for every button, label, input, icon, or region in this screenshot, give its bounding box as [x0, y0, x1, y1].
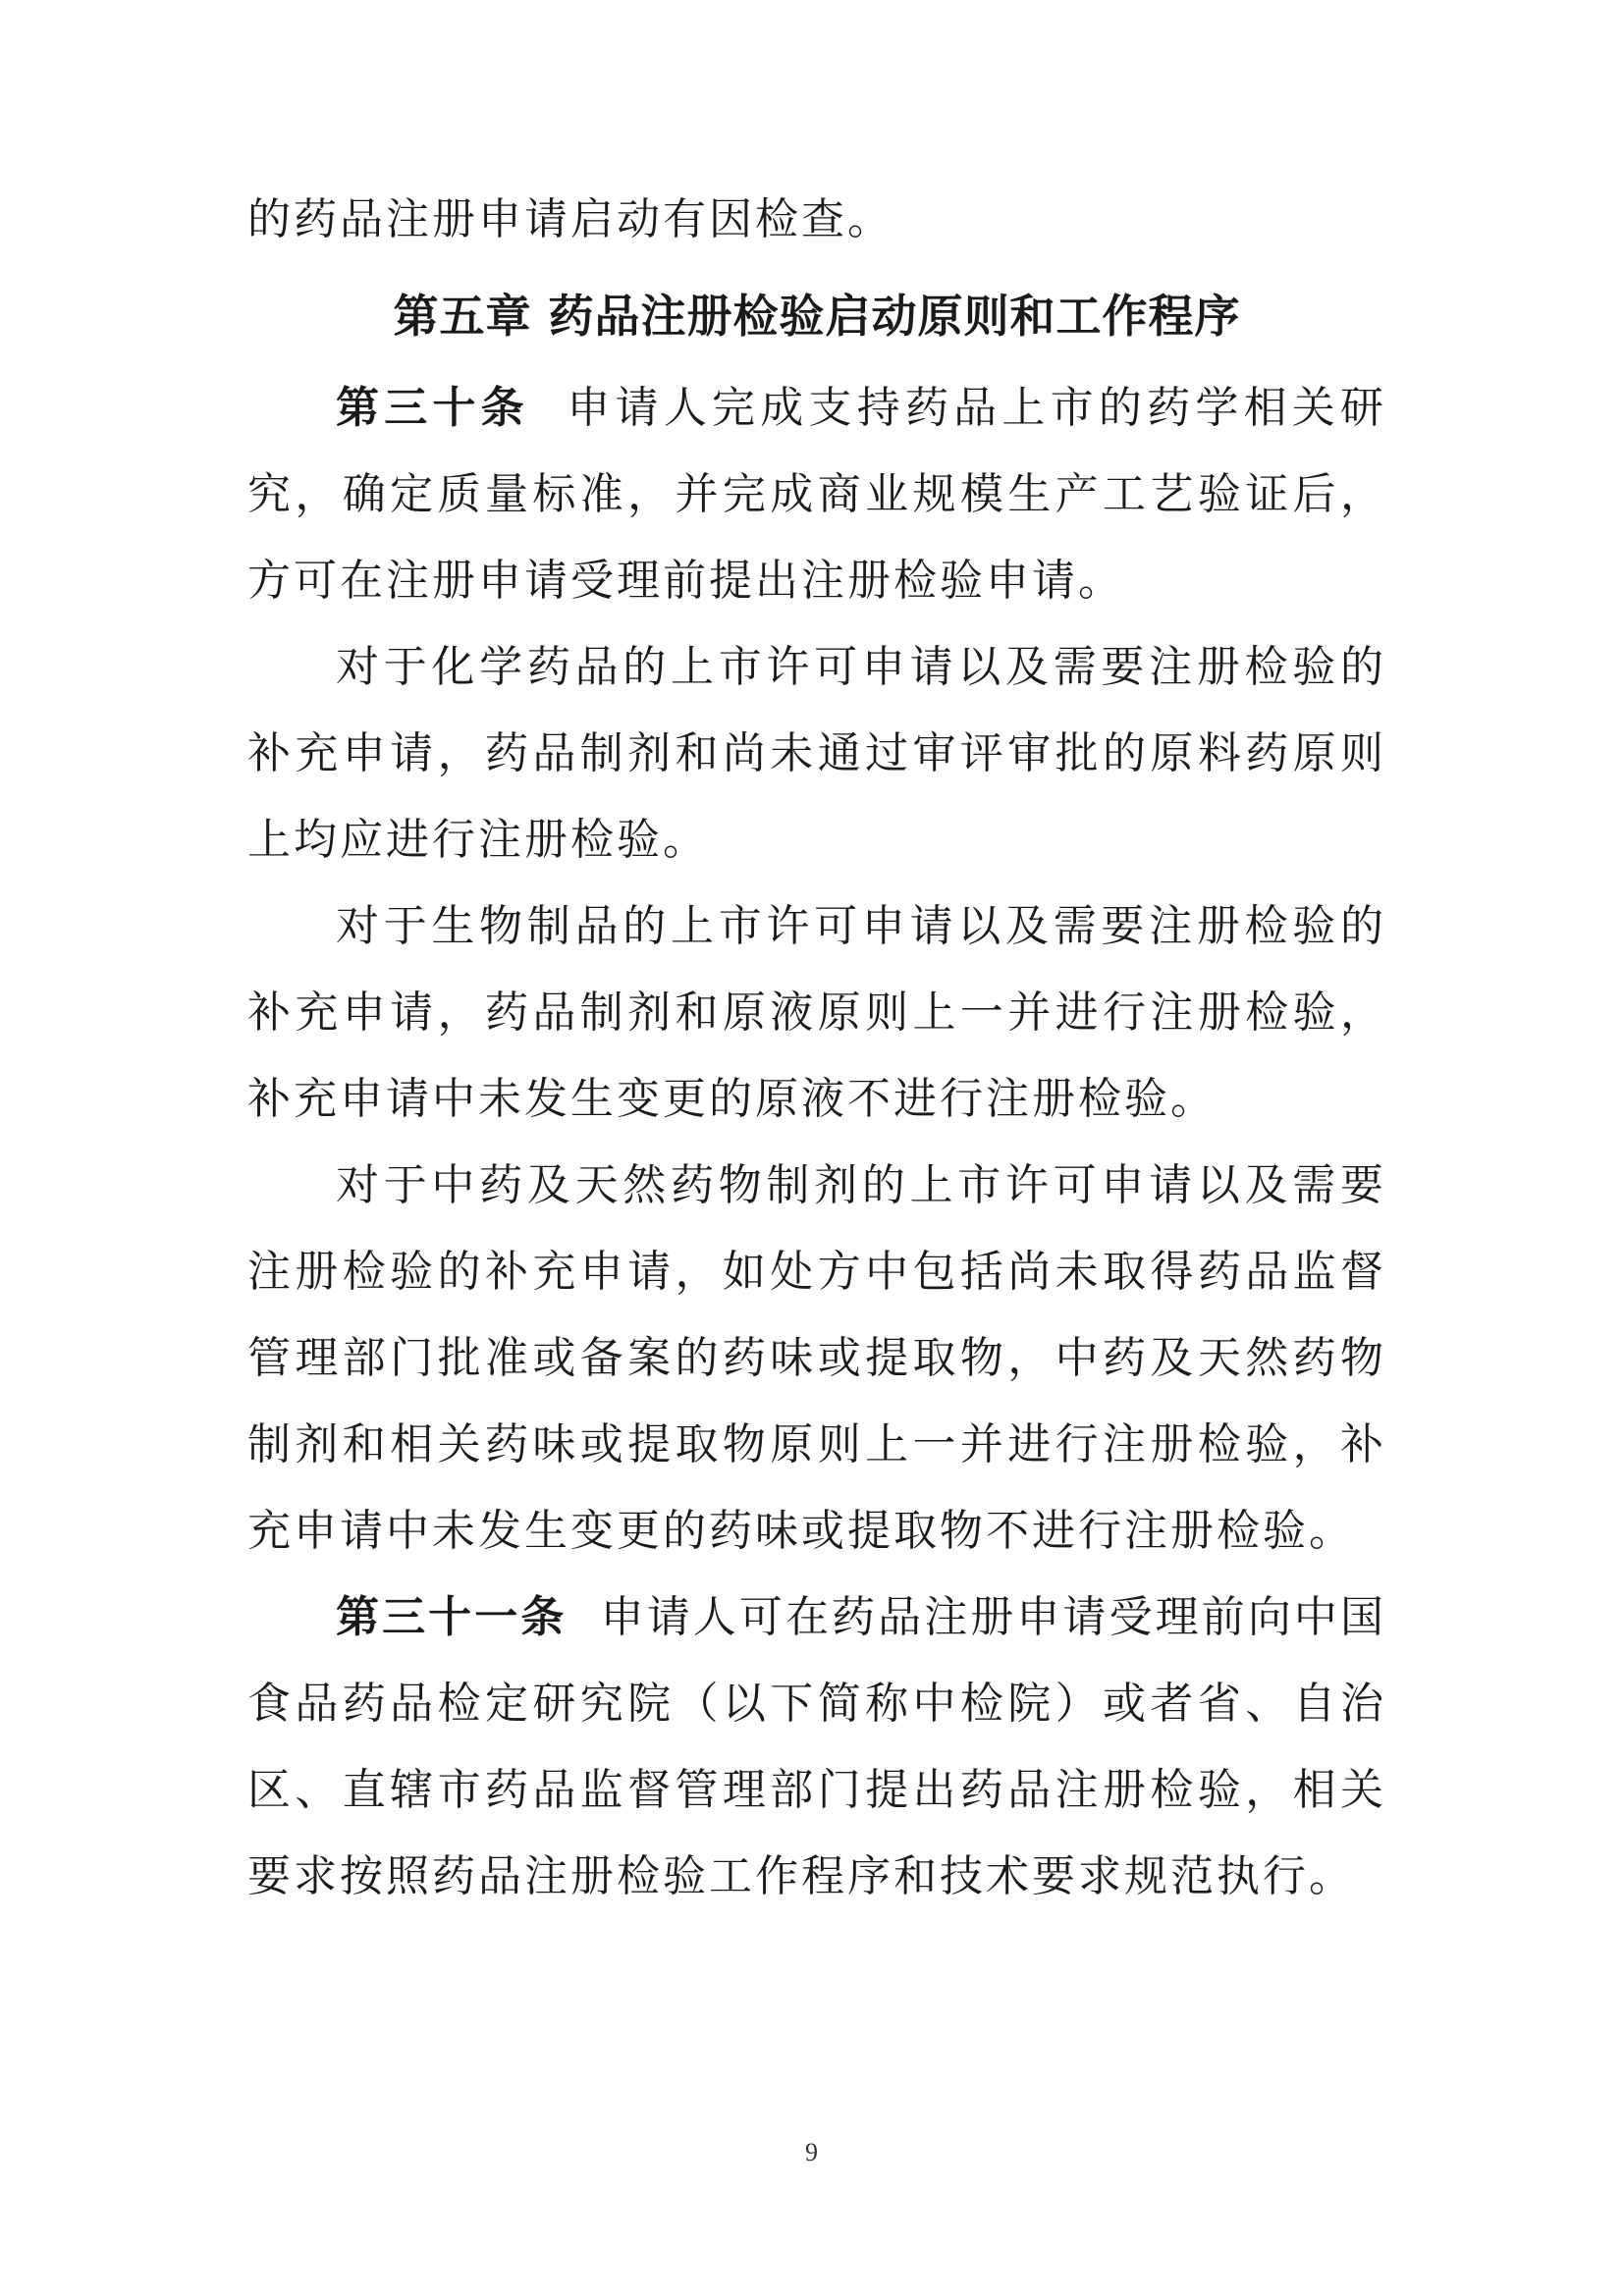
article-31-spacer [567, 1592, 600, 1642]
biological-product-paragraph: 对于生物制品的上市许可申请以及需要注册检验的补充申请，药品制剂和原液原则上一并进行注册检验，补充申请中未发生变更的原液不进行注册检验。 [247, 901, 1386, 1124]
article-30-text: 申请人完成支持药品上市的药学相关研究，确定质量标准，并完成商业规模生产工艺验证后，方可在注册申请受理前提出注册检验申请。 [247, 383, 1387, 606]
article-30-heading: 第三十条 [336, 383, 529, 433]
chemical-drug-paragraph: 对于化学药品的上市许可申请以及需要注册检验的补充申请，药品制剂和尚未通过审评审批的原料药原则上均应进行注册检验。 [247, 642, 1386, 865]
article-30-spacer [529, 383, 567, 433]
chapter-title: 第五章 药品注册检验启动原则和工作程序 [393, 290, 1241, 343]
article-30-paragraph [247, 365, 1386, 624]
page-number: 9 [805, 2138, 818, 2166]
document-body [247, 177, 1386, 1920]
article-31-text: 申请人可在药品注册申请受理前向中国食品药品检定研究院（以下简称中检院）或者省、自治区、直辖市药品监督管理部门提出药品注册检验，相关要求按照药品注册检验工作程序和技术要求规范执行。 [247, 1592, 1387, 1901]
tcm-paragraph: 对于中药及天然药物制剂的上市许可申请以及需要注册检验的补充申请，如处方中包括尚未取得药品监督管理部门批准或备案的药味或提取物，中药及天然药物制剂和相关药味或提取物原则上一并进行注册检验，补充申请中未发生变更的药味或提取物不进行注册检验。 [247, 1160, 1386, 1556]
continuation-paragraph: 的药品注册申请启动有因检查。 [247, 194, 893, 244]
article-31-heading: 第三十一条 [336, 1592, 568, 1642]
article-31-paragraph [247, 1575, 1386, 1920]
